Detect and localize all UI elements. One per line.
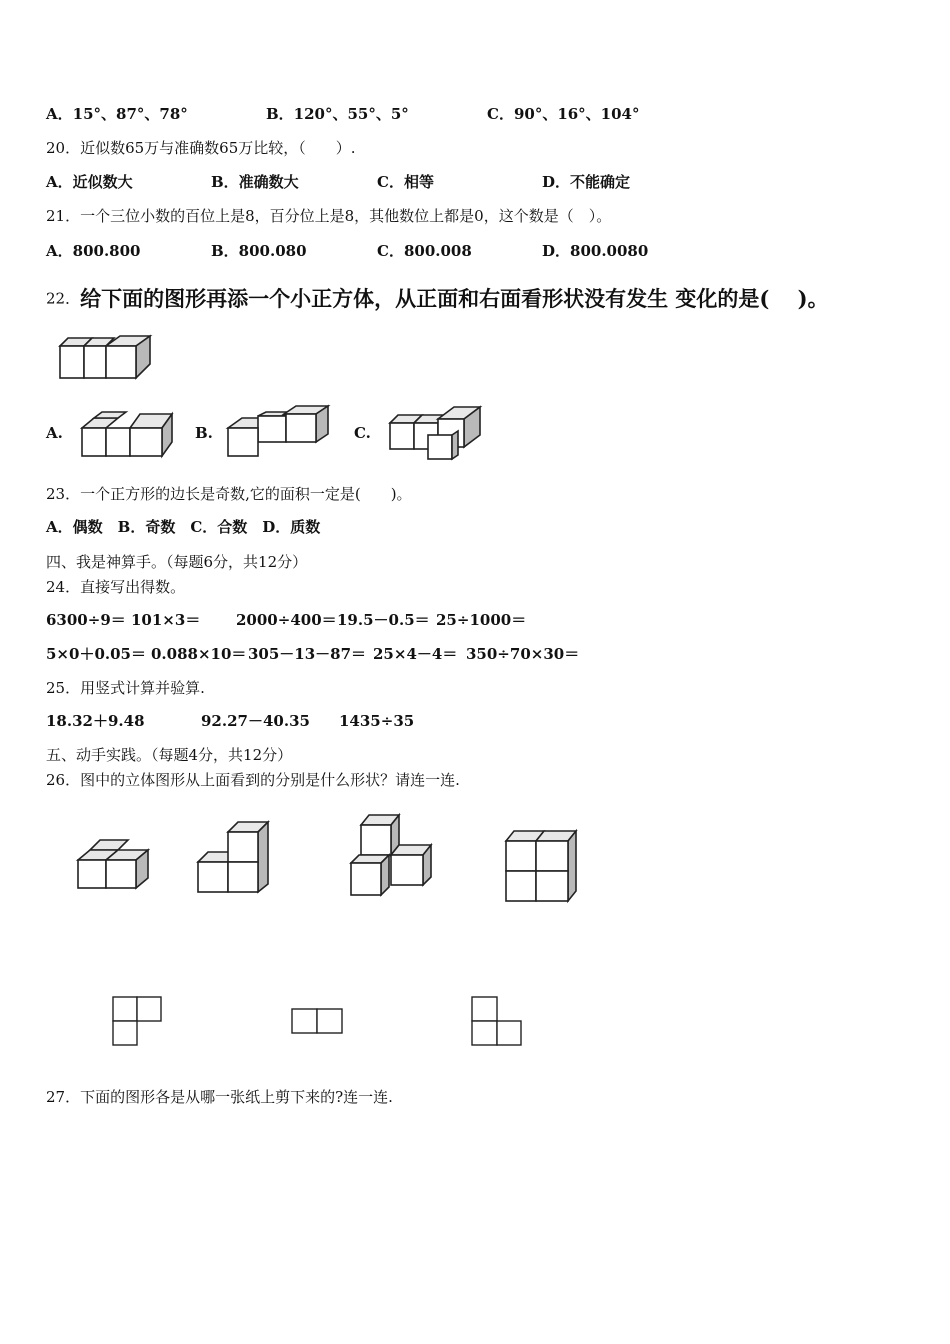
q24-item: 25÷1000＝ bbox=[436, 611, 527, 629]
q26-top-view-3 bbox=[471, 996, 525, 1048]
q26-stem: 26．图中的立体图形从上面看到的分别是什么形状？请连一连. bbox=[46, 771, 460, 789]
q22-option-c-figure bbox=[388, 405, 484, 463]
q21-option-a: A．800.800 bbox=[46, 242, 141, 260]
q19-option-c: C．90°、16°、104° bbox=[487, 105, 640, 123]
q26-solid-2 bbox=[196, 820, 272, 894]
q21-options bbox=[46, 240, 648, 261]
q22-stem-line bbox=[46, 283, 829, 313]
q20-option-a: A．近似数大 bbox=[46, 173, 133, 191]
q22-base-figure bbox=[58, 334, 158, 384]
q22-number: 22． bbox=[46, 289, 81, 308]
q26-solid-4 bbox=[504, 829, 580, 905]
q22-option-b-figure bbox=[226, 404, 332, 460]
q26-solid-3 bbox=[349, 813, 435, 899]
q25-item: 18.32＋9.48 bbox=[46, 712, 145, 730]
q21-stem: 21．一个三位小数的百位上是8，百分位上是8，其他数位上都是0，这个数是（ ）。 bbox=[46, 207, 612, 225]
q19-options bbox=[46, 103, 640, 124]
q24-item: 25×4－4＝ bbox=[373, 645, 458, 663]
q19-option-a: A．15°、87°、78° bbox=[46, 105, 188, 123]
q22-option-b-label: B. bbox=[195, 424, 213, 442]
q21-option-d: D．800.0080 bbox=[542, 242, 649, 260]
q20-option-c: C．相等 bbox=[377, 173, 434, 191]
section-4-title: 四、我是神算手。（每题6分，共12分） bbox=[46, 553, 308, 571]
q25-item: 1435÷35 bbox=[339, 712, 415, 730]
q27-stem: 27．下面的图形各是从哪一张纸上剪下来的?连一连. bbox=[46, 1088, 393, 1106]
q26-top-view-2 bbox=[291, 1008, 345, 1036]
q21-option-c: C．800.008 bbox=[377, 242, 472, 260]
q24-row-1 bbox=[46, 609, 526, 630]
q25-item: 92.27－40.35 bbox=[201, 712, 310, 730]
q22-stem: 给下面的图形再添一个小正方体，从正面和右面看形状没有发生 变化的是( )。 bbox=[80, 286, 829, 311]
q22-option-c-label: C. bbox=[354, 424, 371, 442]
q20-option-b: B．准确数大 bbox=[211, 173, 299, 191]
q24-stem: 24．直接写出得数。 bbox=[46, 578, 186, 596]
q24-row-2 bbox=[46, 643, 579, 664]
section-5-title: 五、动手实践。（每题4分，共12分） bbox=[46, 746, 293, 764]
q19-option-b: B．120°、55°、5° bbox=[266, 105, 409, 123]
q24-item: 305－13－87＝ bbox=[248, 645, 367, 663]
q23-options: A．偶数 B．奇数 C．合数 D．质数 bbox=[46, 518, 321, 536]
q20-option-d: D．不能确定 bbox=[542, 173, 631, 191]
q21-option-b: B．800.080 bbox=[211, 242, 307, 260]
q24-item: 6300÷9＝ bbox=[46, 611, 126, 629]
q24-item: 0.088×10＝ bbox=[151, 645, 247, 663]
q22-option-a-label: A. bbox=[46, 424, 63, 442]
q25-stem: 25．用竖式计算并验算. bbox=[46, 679, 205, 697]
q20-options bbox=[46, 171, 630, 192]
q20-stem: 20．近似数65万与准确数65万比较，（ ）. bbox=[46, 139, 356, 157]
q24-item: 2000÷400＝ bbox=[236, 611, 337, 629]
q22-option-a-figure bbox=[80, 410, 176, 462]
q26-solid-1 bbox=[76, 836, 152, 892]
q24-item: 19.5－0.5＝ bbox=[337, 611, 430, 629]
q26-top-view-1 bbox=[112, 996, 164, 1048]
q23-stem: 23．一个正方形的边长是奇数,它的面积一定是( )。 bbox=[46, 485, 412, 503]
q25-items bbox=[46, 710, 414, 731]
q24-item: 5×0＋0.05＝ bbox=[46, 645, 146, 663]
q24-item: 101×3＝ bbox=[131, 611, 201, 629]
q24-item: 350÷70×30＝ bbox=[466, 645, 580, 663]
